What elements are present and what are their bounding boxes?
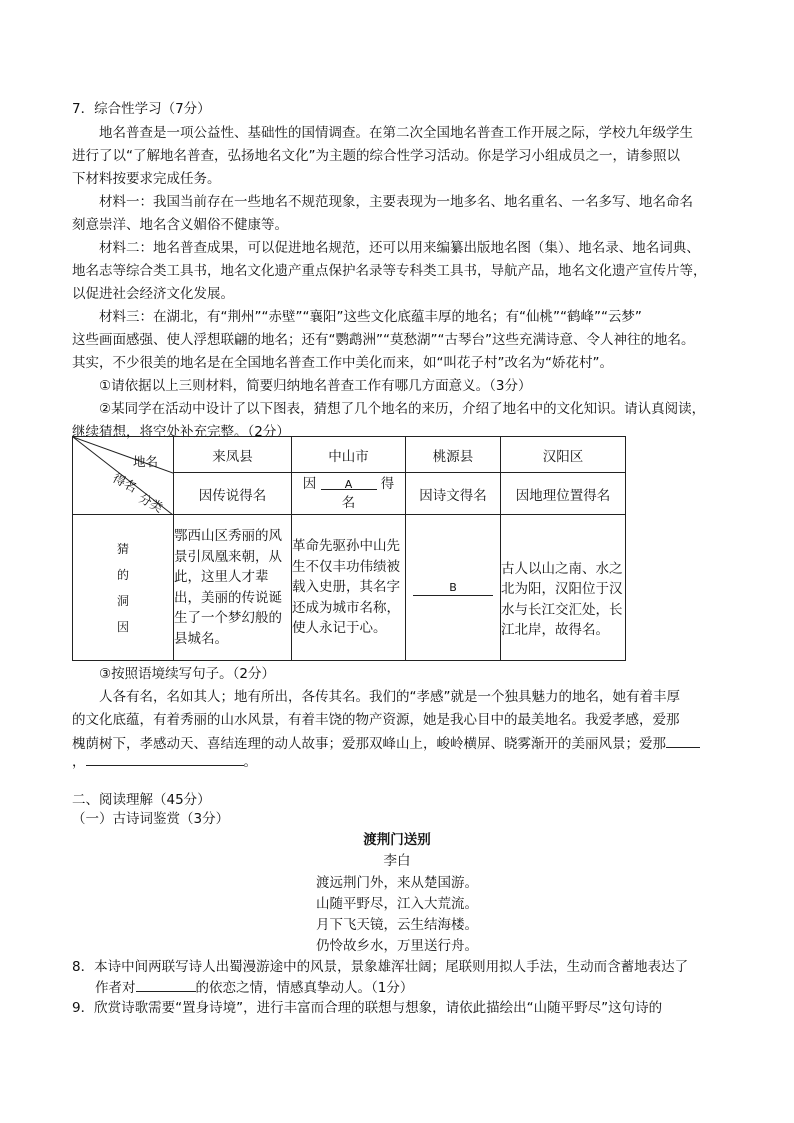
corner-origin-label: 得名 <box>110 470 140 496</box>
passage-end-line <box>72 751 722 772</box>
section-2-subtitle: （一）古诗词鉴赏（3分） <box>72 811 230 827</box>
q8-suffix: 的依恋之情，情感真挚动人。（1分） <box>195 980 414 996</box>
material-3-line: 其实，不少很美的地名是在全国地名普查工作中美化而来，如“叫花子村”改名为“娇花村”。 <box>72 355 613 371</box>
material-3-line: 这些画面感强、使人浮想联翩的地名；还有“鹦鹉洲”“莫愁湖”“古琴台”这些充满诗意、令人神往的地名。 <box>72 332 695 348</box>
q7-intro-line: 地名普查是一项公益性、基础性的国情调查。在第二次全国地名普查工作开展之际，学校九年级学生 <box>99 125 693 141</box>
q7-title: 7．综合性学习（7分） <box>72 101 211 117</box>
task-3: ③按照语境续写句子。（2分） <box>99 666 275 682</box>
q8-line: 8．本诗中间两联写诗人出蜀漫游途中的风景，景象雄浑壮阔；尾联则用拟人手法，生动而含蓄地表达了 <box>72 959 689 975</box>
poem-title: 渡荆门送别 <box>363 832 431 848</box>
side-char: 的 <box>116 567 129 582</box>
task-2-line: ②某同学在活动中设计了以下图表，猜想了几个地名的来历，介绍了地名中的文化知识。请认真阅读， <box>99 401 706 417</box>
q8-line-2 <box>95 977 745 998</box>
task-2-line: 继续猜想，将空处补充完整。（2分） <box>72 424 290 440</box>
blank-a[interactable]: A <box>321 475 377 490</box>
task-1: ①请依据以上三则材料，简要归纳地名普查工作有哪几方面意义。（3分） <box>99 378 532 394</box>
corner-category-label: 分类 <box>136 490 166 516</box>
side-char: 因 <box>116 619 129 634</box>
passage-period: 。 <box>243 754 257 770</box>
type-legend: 因传说得名 <box>174 473 292 515</box>
blank-continue-2[interactable] <box>86 751 244 766</box>
material-2-line: 以促进社会经济文化发展。 <box>72 286 234 302</box>
place-laifeng: 来凤县 <box>174 437 292 473</box>
q8-prefix: 作者对 <box>95 980 136 996</box>
side-char: 洞 <box>116 593 129 608</box>
poem-line: 渡远荆门外，来从楚国游。 <box>316 875 478 891</box>
section-2-title: 二、阅读理解（45分） <box>72 792 211 808</box>
material-1-line: 材料一：我国当前存在一些地名不规范现象，主要表现为一地多名、地名重名、一名多写、地名命名 <box>99 194 693 210</box>
place-zhongshan: 中山市 <box>292 437 406 473</box>
desc-hanyang: 古人以山之南、水之北为阳，汉阳位于汉水与长江交汇处，长江北岸，故得名。 <box>501 515 626 661</box>
place-name-table <box>72 436 626 661</box>
side-label <box>73 515 174 661</box>
material-2-line: 地名志等综合类工具书，地名文化遗产重点保护名录等专科类工具书，导航产品，地名文化遗产宣传片等， <box>72 263 707 279</box>
blank-continue-1[interactable] <box>666 733 700 748</box>
passage-comma: ， <box>72 754 86 770</box>
blank-b[interactable]: B <box>413 581 493 596</box>
corner-place-label: 地名 <box>133 454 159 469</box>
poem-author: 李白 <box>383 853 411 869</box>
type-blank-a <box>292 473 406 515</box>
q7-intro-line: 进行了以“了解地名普查，弘扬地名文化”为主题的综合性学习活动。你是学习小组成员之一，请参照以 <box>72 148 680 164</box>
table-corner-header <box>73 437 174 515</box>
poem-line: 月下飞天镜，云生结海楼。 <box>316 917 478 933</box>
material-3-line: 材料三：在湖北，有“荆州”“赤壁”“襄阳”这些文化底蕴丰厚的地名；有“仙桃”“鹤峰”“云梦” <box>99 309 642 325</box>
type-geography: 因地理位置得名 <box>501 473 626 515</box>
material-1-line: 刻意崇洋、地名含义媚俗不健康等。 <box>72 217 288 233</box>
side-char: 猜 <box>116 541 129 556</box>
q7-intro-line: 下材料按要求完成任务。 <box>72 171 221 187</box>
poem-line: 山随平野尽，江入大荒流。 <box>316 896 478 912</box>
type-poetry: 因诗文得名 <box>406 473 501 515</box>
type2-end: 名 <box>341 494 356 511</box>
place-hanyang: 汉阳区 <box>501 437 626 473</box>
desc-taoyuan <box>406 515 501 661</box>
blank-q8[interactable] <box>136 977 196 992</box>
passage-text: 槐荫树下，孝感动天、喜结连理的动人故事；爱那双峰山上，峻岭横屏、晓雾渐开的美丽风景；爱那 <box>72 736 666 752</box>
desc-zhongshan: 革命先驱孙中山先生不仅丰功伟绩被载入史册，其名字还成为城市名称，使人永记于心。 <box>292 515 406 661</box>
poem-line: 仍怜故乡水，万里送行舟。 <box>316 938 478 954</box>
place-taoyuan: 桃源县 <box>406 437 501 473</box>
passage-line: 的文化底蕴，有着秀丽的山水风景，有着丰饶的物产资源，她是我心目中的最美地名。我爱孝感，爱那 <box>72 712 680 728</box>
passage-line: 人各有名，名如其人；地有所出，各传其名。我们的“孝感”就是一个独具魅力的地名，她有着丰厚 <box>99 689 680 705</box>
q9-line: 9．欣赏诗歌需要“置身诗境”，进行丰富而合理的联想与想象，请依此描绘出“山随平野尽”这句诗的 <box>72 1000 663 1016</box>
material-2-line: 材料二：地名普查成果，可以促进地名规范，还可以用来编纂出版地名图（集）、地名录、地名词典、 <box>99 240 700 256</box>
desc-laifeng: 鄂西山区秀丽的风景引凤凰来朝，从此，这里人才辈出，美丽的传说诞生了一个梦幻般的县城名。 <box>174 515 292 661</box>
type2-suffix: 得 <box>380 475 395 492</box>
type2-prefix: 因 <box>302 475 317 492</box>
